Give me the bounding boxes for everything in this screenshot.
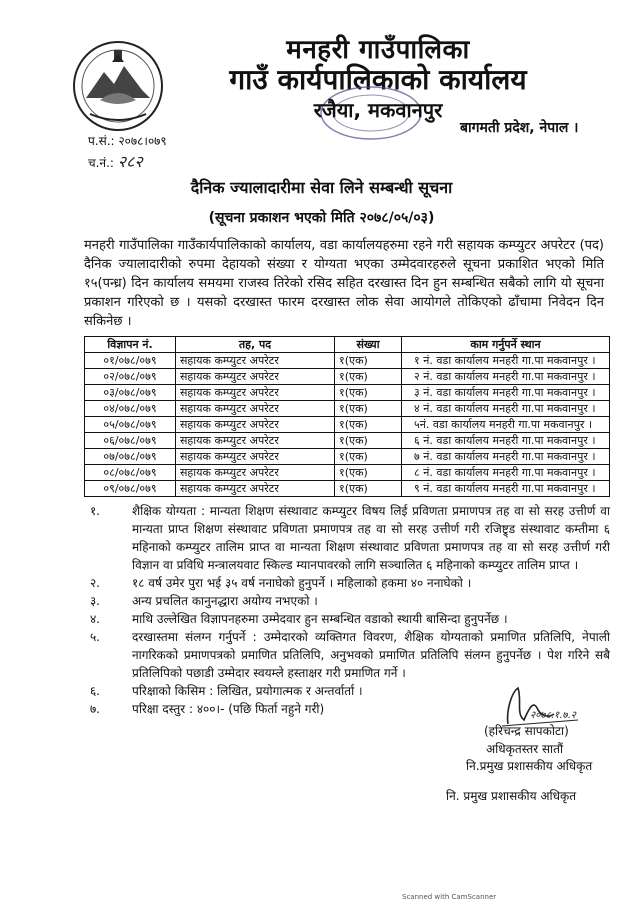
- cell-level-post: सहायक कम्प्युटर अपरेटर: [176, 353, 335, 369]
- header-work-place: काम गर्नुपर्ने स्थान: [402, 337, 610, 353]
- office-address: रजैया, मकवानपुर: [313, 98, 443, 122]
- cell-work-place: ९ नं. वडा कार्यालय मनहरी गा.पा मकवानपुर ।: [402, 481, 610, 497]
- condition-number: ४.: [89, 612, 100, 626]
- table-row: [85, 401, 610, 417]
- table-row: [85, 481, 610, 497]
- header-count: संख्या: [335, 337, 402, 353]
- condition-text: परिक्षा दस्तुर : ४००।- (पछि फिर्ता नहुने गरी): [132, 702, 325, 716]
- cell-work-place: ५नं. वडा कार्यालय मनहरी गा.पा मकवानपुर ।: [402, 417, 610, 433]
- table-header-row: [85, 337, 610, 353]
- cell-advert-no: ०२/०७८/०७९: [85, 369, 176, 385]
- notice-title: दैनिक ज्यालादारीमा सेवा लिने सम्बन्धी सूचना: [190, 178, 453, 197]
- header-level-post: तह, पद: [176, 337, 335, 353]
- table-row: [85, 369, 610, 385]
- cell-advert-no: ०१/०७८/०७९: [85, 353, 176, 369]
- signatory-rank: अधिकृतस्तर सातौं: [486, 742, 564, 756]
- cell-count: १(एक): [335, 481, 402, 497]
- cell-count: १(एक): [335, 449, 402, 465]
- condition-number: २.: [89, 576, 100, 590]
- notice-intro: मनहरी गाउँपालिका गाउँकार्यपालिकाको कार्यालय, वडा कार्यालयहरुमा रहने गरी सहायक कम्प्युटर अपरेटर (पद) दैनिक ज्यालादारीको रुपमा देहायको संख्या र योग्यता भएका उम्मेदवारहरुले सूचना प्रकाशित भएको मिति १५(पन्ध्र) दिन कार्यालय समयमा राजस्व तिरेको रसिद सहित दरखास्त दिन हुन सम्बन्धित सबैको लागि यो सूचना प्रकाशन गरिएको छ । यसको दरखास्त फारम दरखास्त लोक सेवा आयोगले तोकिएको ढाँचामा निवेदन दिन सकिनेछ ।: [84, 238, 604, 329]
- signatory-post-typed: नि. प्रमुख प्रशासकीय अधिकृत: [446, 789, 577, 803]
- condition-item: [84, 610, 610, 628]
- condition-number: ५.: [89, 630, 100, 644]
- condition-number: १.: [89, 504, 100, 518]
- cell-count: १(एक): [335, 417, 402, 433]
- signature-date: २०७८.१.७.२: [530, 710, 576, 721]
- cell-level-post: सहायक कम्प्युटर अपरेटर: [176, 385, 335, 401]
- signatory-post: नि.प्रमुख प्रशासकीय अधिकृत: [466, 759, 593, 773]
- condition-text: माथि उल्लेखित विज्ञापनहरुमा उम्मेदवार हुन सम्बन्धित वडाको स्थायी बासिन्दा हुनुपर्नेछ ।: [132, 612, 508, 626]
- reference-number: [88, 132, 167, 149]
- cell-work-place: २ नं. वडा कार्यालय मनहरी गा.पा मकवानपुर ।: [402, 369, 610, 385]
- cell-advert-no: ०४/०७८/०७९: [85, 401, 176, 417]
- condition-number: ६.: [89, 684, 100, 698]
- cell-advert-no: ०७/०७८/०७९: [85, 449, 176, 465]
- cell-level-post: सहायक कम्प्युटर अपरेटर: [176, 433, 335, 449]
- table-row: [85, 449, 610, 465]
- vacancy-table: [84, 336, 610, 497]
- condition-text: अन्य प्रचलित कानुनद्धारा अयोग्य नभएको ।: [132, 594, 318, 608]
- municipality-name: मनहरी गाउँपालिका: [286, 35, 470, 65]
- dispatch-number: [88, 150, 143, 172]
- cell-count: १(एक): [335, 353, 402, 369]
- cell-work-place: ६ नं. वडा कार्यालय मनहरी गा.पा मकवानपुर ।: [402, 433, 610, 449]
- cell-advert-no: ०३/०७८/०७९: [85, 385, 176, 401]
- cell-work-place: ७ नं. वडा कार्यालय मनहरी गा.पा मकवानपुर ।: [402, 449, 610, 465]
- reference-number-value: २०७८।०७९: [118, 134, 167, 148]
- condition-text: परिक्षाको किसिम : लिखित, प्रयोगात्मक र अन्तर्वार्ता ।: [132, 684, 363, 698]
- scanner-footer: Scanned with CamScanner: [402, 893, 497, 901]
- cell-level-post: सहायक कम्प्युटर अपरेटर: [176, 417, 335, 433]
- vacancy-table-body: [85, 353, 610, 497]
- header-advert-no: विज्ञापन नं.: [85, 337, 176, 353]
- cell-count: १(एक): [335, 465, 402, 481]
- cell-work-place: ३ नं. वडा कार्यालय मनहरी गा.पा मकवानपुर ।: [402, 385, 610, 401]
- signatory-name: (हरिचन्द्र सापकोटा): [484, 724, 569, 738]
- cell-level-post: सहायक कम्प्युटर अपरेटर: [176, 401, 335, 417]
- cell-work-place: ८ नं. वडा कार्यालय मनहरी गा.पा मकवानपुर ।: [402, 465, 610, 481]
- condition-number: ७.: [89, 702, 100, 716]
- cell-advert-no: ०५/०७८/०७९: [85, 417, 176, 433]
- condition-text: १८ वर्ष उमेर पुरा भई ३५ वर्ष ननाघेको हुनुपर्ने । महिलाको हकमा ४० ननाघेको ।: [132, 576, 472, 590]
- condition-text: शैक्षिक योग्यता : मान्यता शिक्षण संस्थावाट कम्प्युटर विषय लिई प्रविणता प्रमाणपत्र तह वा सो सरह उत्तीर्ण वा मान्यता प्राप्त शिक्षण संस्थावाट प्रविणता प्रमाणपत्र तह वा सो सरह उत्तीर्ण गरी रजिष्ट्र्ड संस्थावाट कम्तीमा ६ महिनाको कम्प्युटर तालिम प्राप्त वा मान्यता शिक्षण संस्थावाट प्रविणता प्रमाणपत्र तह वा सो सरह उत्तीर्ण गरी विज्ञान वा प्रविधि मन्त्रालयवाट स्किल्ड म्यानपावरको लागि सञ्चालित ६ महिनाको कम्प्युटर तालिम प्राप्त ।: [132, 504, 610, 572]
- table-row: [85, 385, 610, 401]
- dispatch-number-label: च.नं.:: [88, 156, 114, 170]
- table-row: [85, 433, 610, 449]
- cell-advert-no: ०९/०७८/०७९: [85, 481, 176, 497]
- cell-work-place: ४ नं. वडा कार्यालय मनहरी गा.पा मकवानपुर ।: [402, 401, 610, 417]
- notice-subtitle: (सूचना प्रकाशन भएको मिति २०७८/०५/०३): [208, 210, 435, 226]
- cell-count: १(एक): [335, 385, 402, 401]
- condition-item: [84, 592, 610, 610]
- table-row: [85, 353, 610, 369]
- cell-advert-no: ०८/०७८/०७९: [85, 465, 176, 481]
- cell-level-post: सहायक कम्प्युटर अपरेटर: [176, 449, 335, 465]
- office-name: गाउँ कार्यपालिकाको कार्यालय: [229, 63, 527, 96]
- condition-text: दरखास्तमा संलग्न गर्नुपर्ने : उम्मेदारको व्यक्तिगत विवरण, शैक्षिक योग्यताको प्रमाणित प्रतिलिपि, नेपाली नागरिकको प्रमाणपत्रको प्रमाणित प्रतिलिपि, अनुभवको प्रमाणित प्रतिलिपि संलग्न हुनुपर्नेछ । पेश गरिने सबै प्रतिलिपिको पछाडी उम्मेदार स्वयम्ले हस्ताक्षर गरी प्रमाणित गर्ने ।: [132, 630, 610, 680]
- cell-count: १(एक): [335, 433, 402, 449]
- nepal-emblem-icon: [70, 38, 166, 134]
- cell-count: १(एक): [335, 369, 402, 385]
- table-row: [85, 417, 610, 433]
- condition-item: [84, 502, 610, 574]
- cell-count: १(एक): [335, 401, 402, 417]
- condition-item: [84, 628, 610, 682]
- condition-item: [84, 574, 610, 592]
- cell-level-post: सहायक कम्प्युटर अपरेटर: [176, 465, 335, 481]
- cell-work-place: १ नं. वडा कार्यालय मनहरी गा.पा मकवानपुर ।: [402, 353, 610, 369]
- cell-level-post: सहायक कम्प्युटर अपरेटर: [176, 481, 335, 497]
- cell-advert-no: ०६/०७८/०७९: [85, 433, 176, 449]
- condition-number: ३.: [89, 594, 100, 608]
- province-label: बागमती प्रदेश, नेपाल ।: [460, 120, 579, 136]
- dispatch-number-value: २८२: [117, 152, 143, 171]
- reference-number-label: प.सं.:: [88, 134, 115, 148]
- table-row: [85, 465, 610, 481]
- cell-level-post: सहायक कम्प्युटर अपरेटर: [176, 369, 335, 385]
